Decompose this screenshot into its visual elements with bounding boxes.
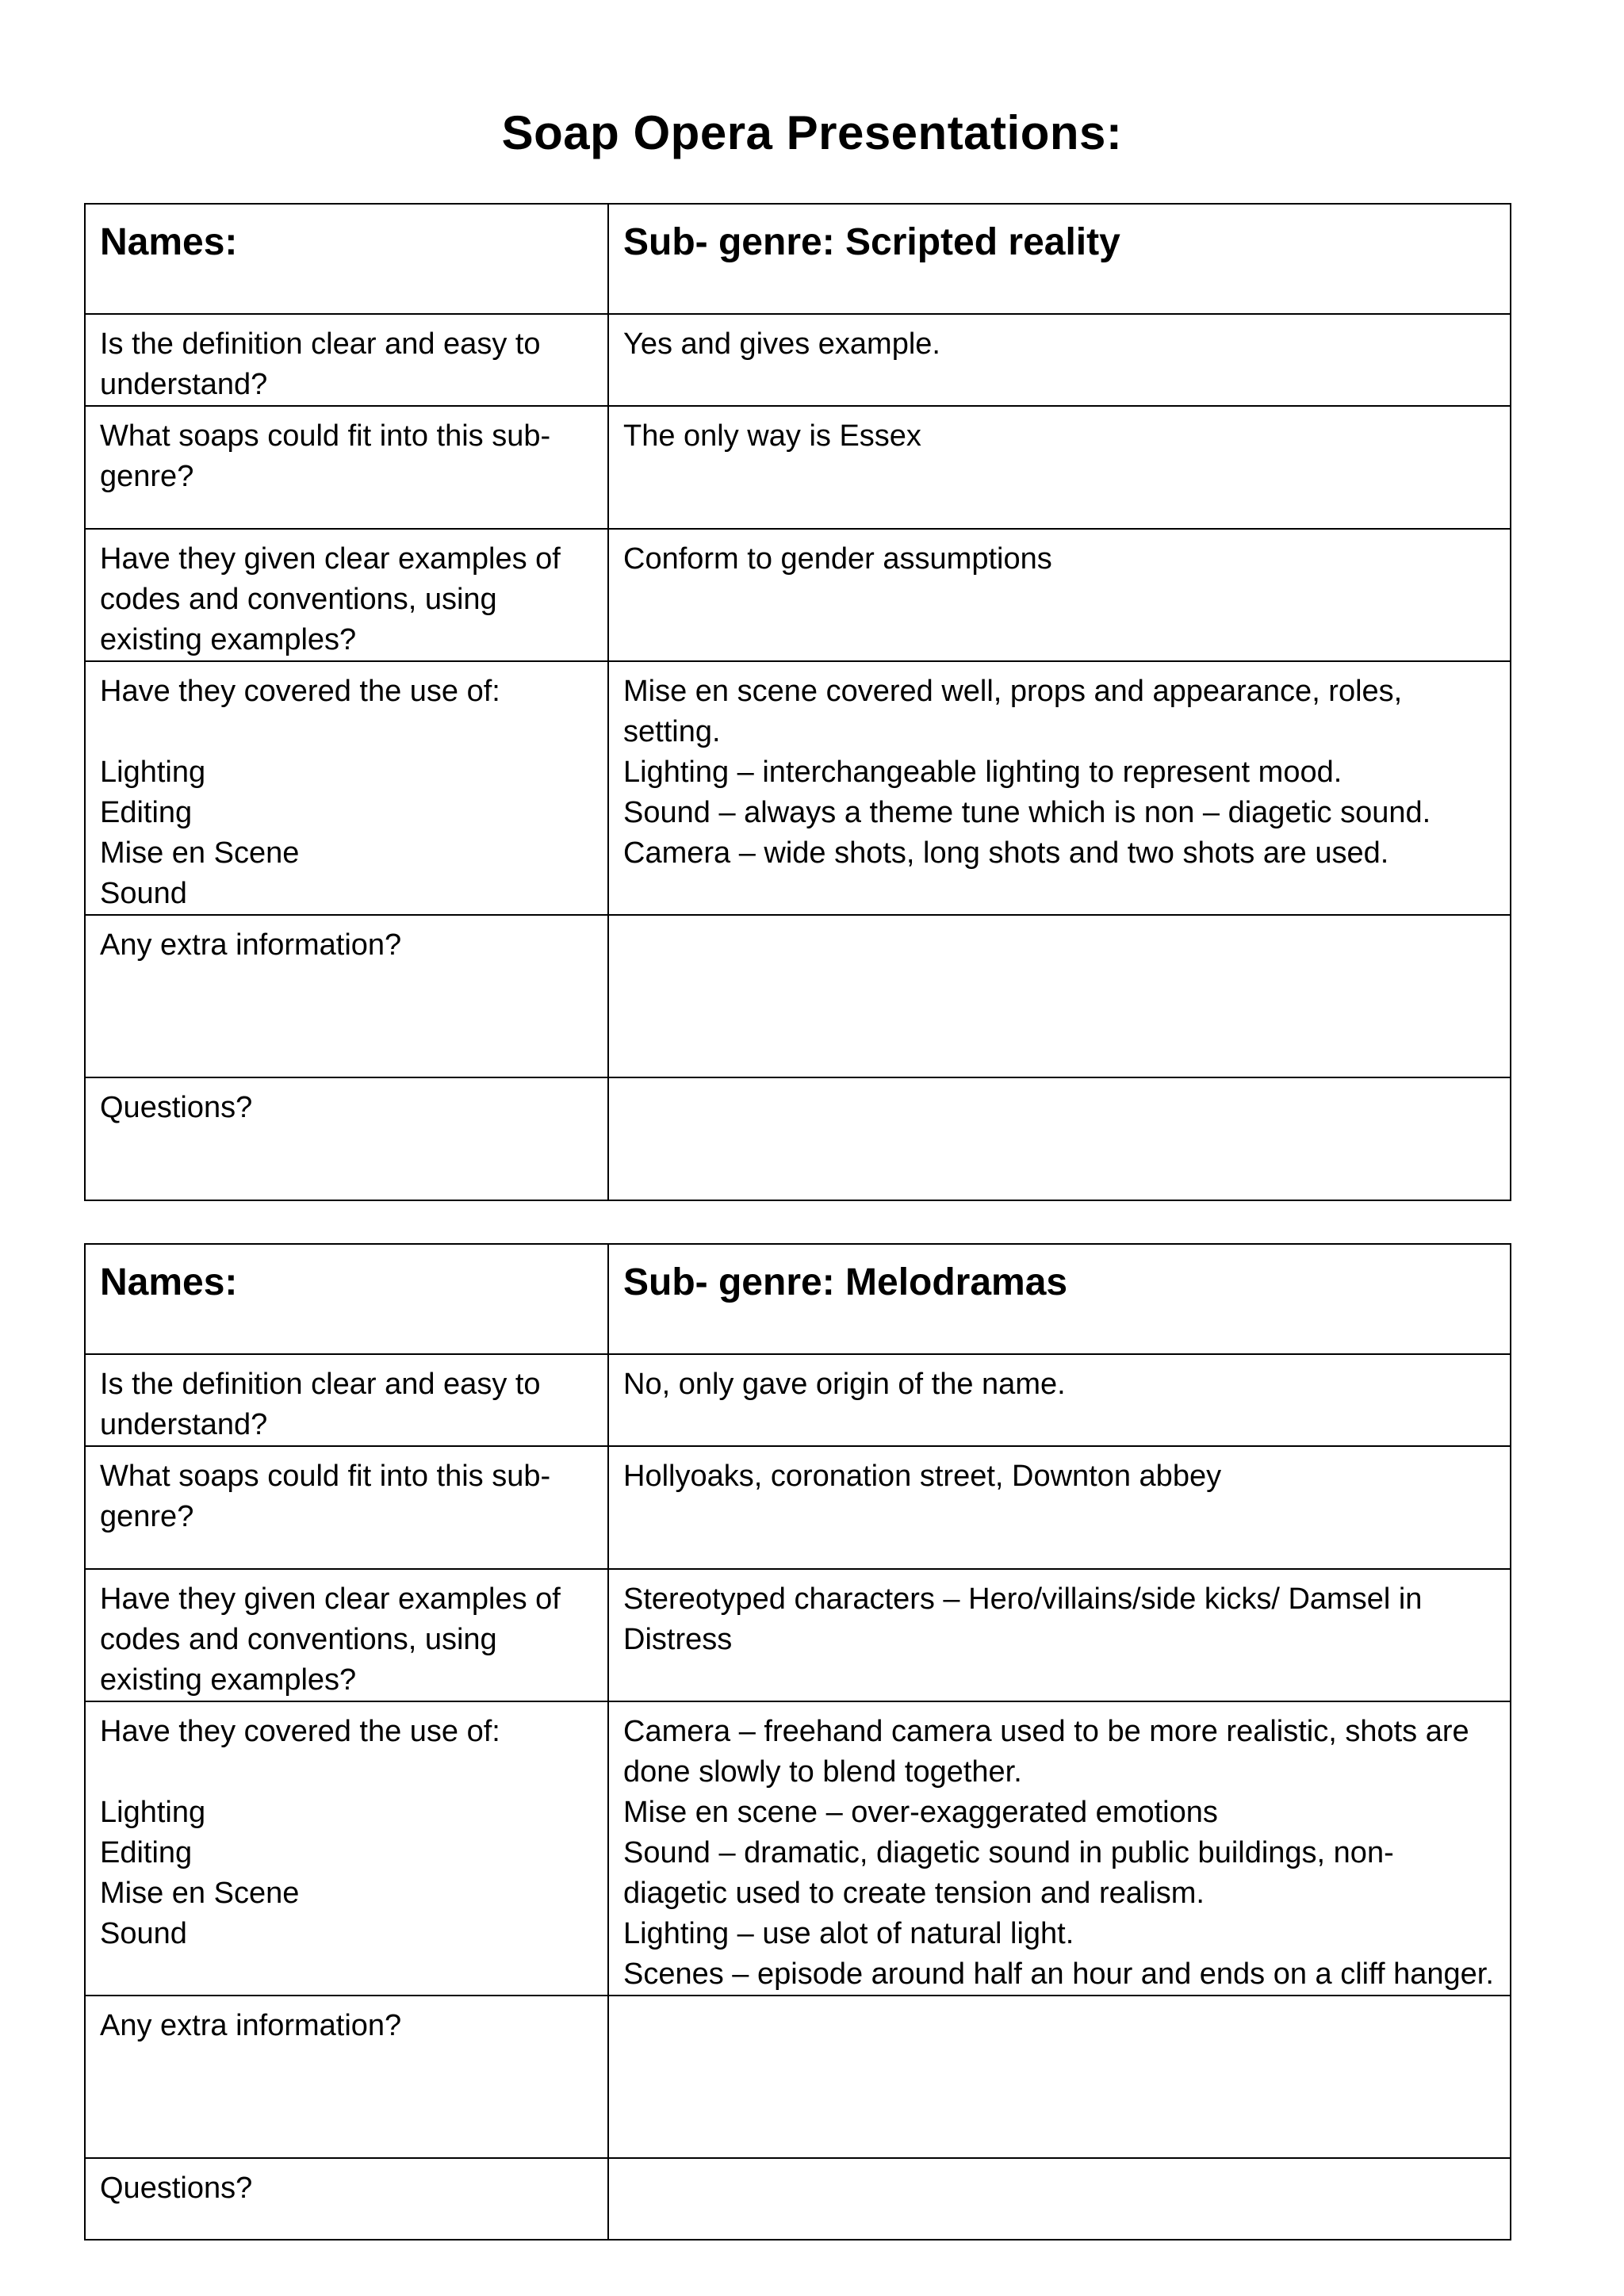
header-row [85,204,1511,314]
codes-answer[interactable]: Stereotyped characters – Hero/villains/side kicks/ Damsel in Distress [608,1569,1511,1701]
codes-row [85,529,1511,661]
review-table-scripted-reality [84,203,1511,1201]
subgenre-label[interactable]: Sub- genre: Melodramas [608,1244,1511,1354]
covered-question: Have they covered the use of: Lighting Editing Mise en Scene Sound [85,661,608,915]
questions-question: Questions? [85,2158,608,2240]
extra-info-row [85,915,1511,1077]
definition-answer[interactable]: No, only gave origin of the name. [608,1354,1511,1446]
questions-row [85,2158,1511,2240]
definition-question: Is the definition clear and easy to understand? [85,314,608,406]
covered-item-editing: Editing [100,1836,193,1869]
extra-info-answer[interactable] [608,915,1511,1077]
covered-item-sound: Sound [100,1917,187,1950]
codes-question: Have they given clear examples of codes and conventions, using existing examples? [85,529,608,661]
review-table-melodramas [84,1243,1511,2241]
soaps-answer[interactable]: Hollyoaks, coronation street, Downton abbey [608,1446,1511,1569]
covered-item-sound: Sound [100,877,187,910]
covered-item-mise-en-scene: Mise en Scene [100,836,300,870]
covered-row [85,1701,1511,1996]
definition-row [85,1354,1511,1446]
questions-answer[interactable] [608,1077,1511,1200]
definition-question: Is the definition clear and easy to understand? [85,1354,608,1446]
questions-answer[interactable] [608,2158,1511,2240]
extra-info-question: Any extra information? [85,1996,608,2158]
soaps-row [85,406,1511,529]
extra-info-row [85,1996,1511,2158]
subgenre-label[interactable]: Sub- genre: Scripted reality [608,204,1511,314]
definition-row [85,314,1511,406]
covered-item-lighting: Lighting [100,1796,206,1829]
names-label[interactable]: Names: [85,1244,608,1354]
extra-info-question: Any extra information? [85,915,608,1077]
covered-answer[interactable]: Mise en scene covered well, props and appearance, roles, setting. Lighting – interchangeable lighting to represent mood. Sound – always a theme tune which is non – diagetic sound. Camera – wide shots, long shots and two shots are used. [608,661,1511,915]
covered-item-editing: Editing [100,796,193,829]
soaps-question: What soaps could fit into this sub- genre? [85,1446,608,1569]
covered-item-lighting: Lighting [100,756,206,789]
header-row [85,1244,1511,1354]
questions-question: Questions? [85,1077,608,1200]
extra-info-answer[interactable] [608,1996,1511,2158]
soaps-row [85,1446,1511,1569]
soaps-answer[interactable]: The only way is Essex [608,406,1511,529]
codes-answer[interactable]: Conform to gender assumptions [608,529,1511,661]
codes-question: Have they given clear examples of codes and conventions, using existing examples? [85,1569,608,1701]
names-label[interactable]: Names: [85,204,608,314]
page-title: Soap Opera Presentations: [501,106,1123,159]
questions-row [85,1077,1511,1200]
definition-answer[interactable]: Yes and gives example. [608,314,1511,406]
codes-row [85,1569,1511,1701]
covered-row [85,661,1511,915]
soaps-question: What soaps could fit into this sub- genre? [85,406,608,529]
covered-item-mise-en-scene: Mise en Scene [100,1877,300,1910]
covered-answer[interactable]: Camera – freehand camera used to be more realistic, shots are done slowly to blend together. Mise en scene – over-exaggerated emotions Sound – dramatic, diagetic sound in public buildings, non- diagetic used to create tension and realism. Lighting – use alot of natural light. Scenes – episode around half an hour and ends on a cliff hanger. [608,1701,1511,1996]
covered-question: Have they covered the use of: Lighting Editing Mise en Scene Sound [85,1701,608,1996]
